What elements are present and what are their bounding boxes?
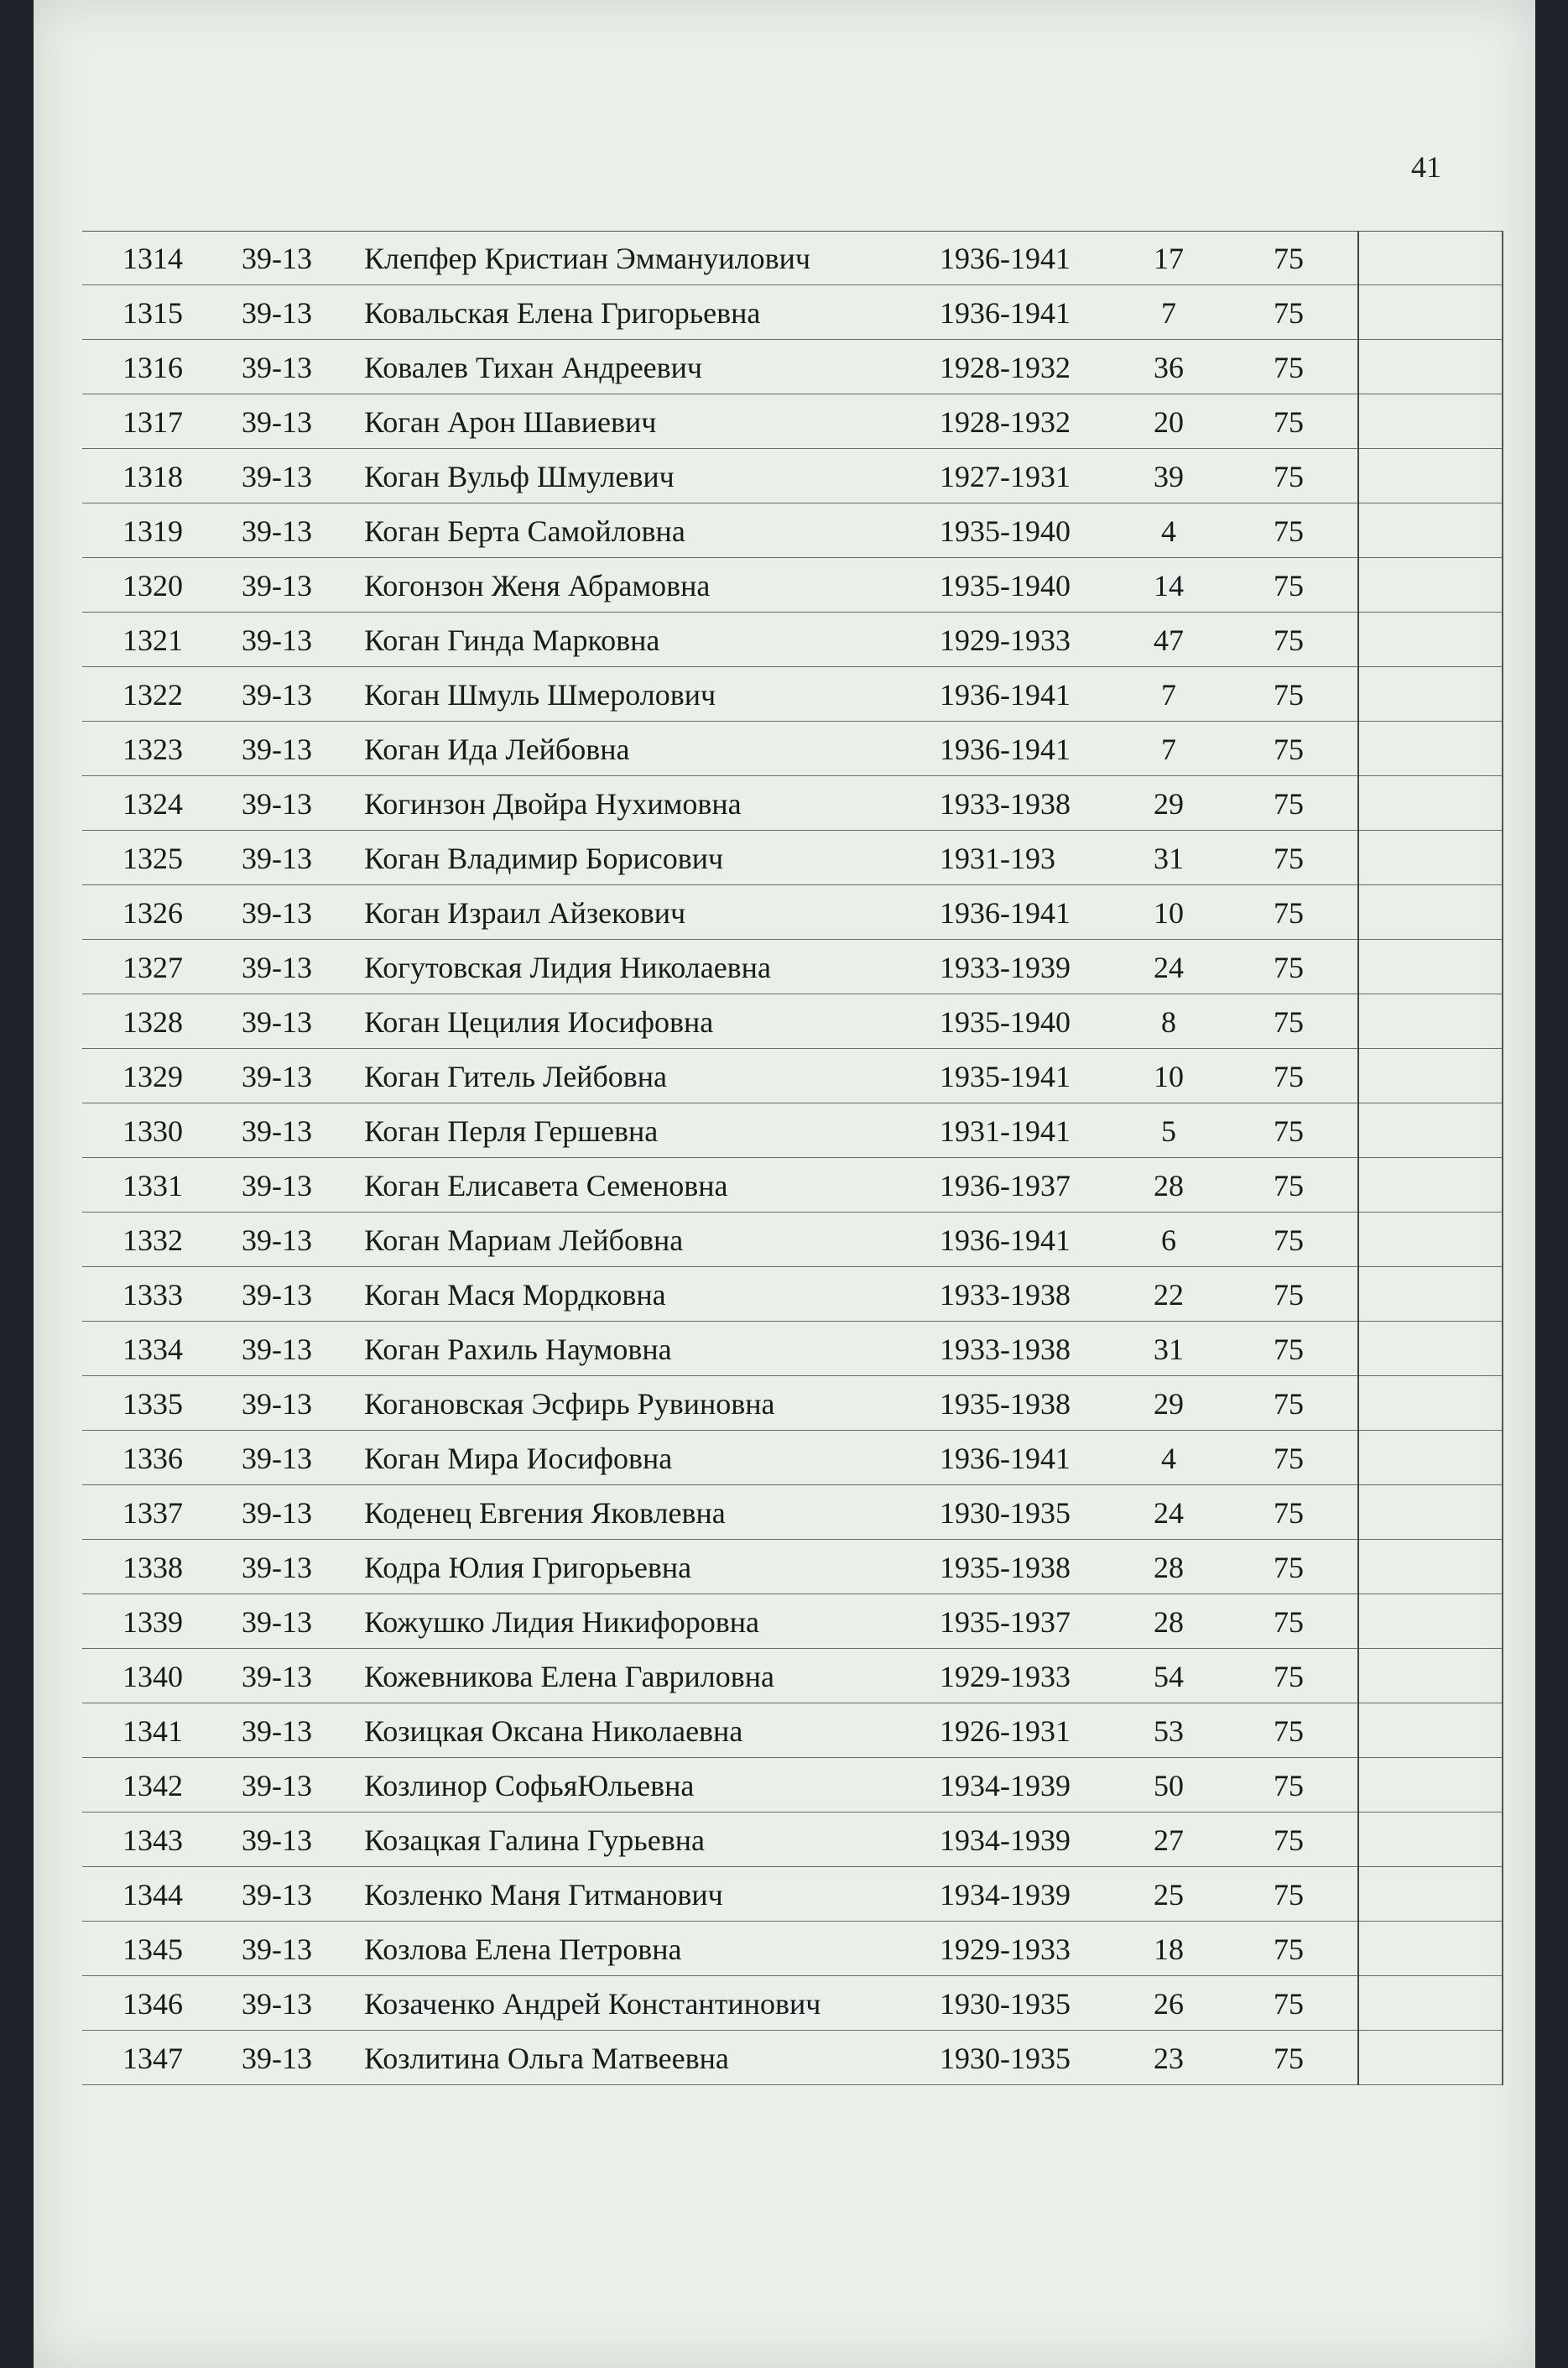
years-range: 1930-1935: [940, 1496, 1071, 1530]
retention-term: 75: [1274, 1823, 1304, 1857]
case-code: 39-13: [242, 1223, 312, 1257]
years-range: 1931-193: [940, 842, 1055, 875]
case-code: 39-13: [242, 1987, 312, 2021]
row-number: 1317: [122, 405, 183, 439]
table-row: [82, 1049, 1502, 1103]
years-range: 1935-1937: [940, 1605, 1071, 1639]
table-row: [82, 1813, 1502, 1867]
person-name: Коган Мариам Лейбовна: [364, 1223, 684, 1257]
case-code: 39-13: [242, 1660, 312, 1693]
retention-term: 75: [1274, 242, 1304, 275]
person-name: Козлинор СофьяЮльевна: [364, 1769, 695, 1802]
years-range: 1935-1938: [940, 1551, 1071, 1584]
case-code: 39-13: [242, 1114, 312, 1148]
row-number: 1330: [122, 1114, 183, 1148]
right-column-divider: [1357, 231, 1359, 2085]
retention-term: 75: [1274, 1114, 1304, 1148]
retention-term: 75: [1274, 623, 1304, 657]
retention-term: 75: [1274, 678, 1304, 712]
person-name: Козленко Маня Гитманович: [364, 1878, 723, 1912]
retention-term: 75: [1274, 460, 1304, 493]
person-name: Ковальская Елена Григорьевна: [364, 296, 761, 330]
case-code: 39-13: [242, 842, 312, 875]
case-code: 39-13: [242, 1060, 312, 1093]
row-number: 1325: [122, 842, 183, 875]
row-number: 1343: [122, 1823, 183, 1857]
table-row: [82, 1540, 1502, 1594]
table-row: [82, 394, 1502, 449]
years-range: 1930-1935: [940, 1987, 1071, 2021]
years-range: 1936-1937: [940, 1169, 1071, 1202]
table-row: [82, 1649, 1502, 1703]
retention-term: 75: [1274, 1714, 1304, 1748]
case-code: 39-13: [242, 1714, 312, 1748]
table-row: [82, 231, 1502, 285]
sheet-count: 36: [1154, 351, 1184, 384]
sheet-count: 28: [1154, 1605, 1184, 1639]
case-code: 39-13: [242, 1769, 312, 1802]
case-code: 39-13: [242, 623, 312, 657]
person-name: Козлова Елена Петровна: [364, 1932, 682, 1966]
sheet-count: 10: [1154, 896, 1184, 930]
table-row: [82, 1922, 1502, 1976]
years-range: 1935-1941: [940, 1060, 1071, 1093]
person-name: Коган Елисавета Семеновна: [364, 1169, 728, 1202]
table-row: [82, 940, 1502, 994]
page-number: 41: [1411, 150, 1441, 184]
sheet-count: 22: [1154, 1278, 1184, 1312]
table-row: [82, 831, 1502, 885]
case-code: 39-13: [242, 787, 312, 821]
retention-term: 75: [1274, 1987, 1304, 2021]
table-row: [82, 1758, 1502, 1813]
sheet-count: 31: [1154, 1333, 1184, 1366]
years-range: 1935-1940: [940, 1005, 1071, 1039]
retention-term: 75: [1274, 1878, 1304, 1912]
table-row: [82, 613, 1502, 667]
person-name: Когонзон Женя Абрамовна: [364, 569, 711, 602]
years-range: 1936-1941: [940, 896, 1071, 930]
case-code: 39-13: [242, 242, 312, 275]
table-row: [82, 1594, 1502, 1649]
row-number: 1335: [122, 1387, 183, 1421]
row-number: 1326: [122, 896, 183, 930]
person-name: Коган Гинда Марковна: [364, 623, 660, 657]
sheet-count: 4: [1161, 1442, 1176, 1475]
table-row: [82, 1158, 1502, 1213]
retention-term: 75: [1274, 405, 1304, 439]
sheet-count: 5: [1161, 1114, 1176, 1148]
row-number: 1327: [122, 951, 183, 984]
person-name: Козицкая Оксана Николаевна: [364, 1714, 743, 1748]
row-number: 1315: [122, 296, 183, 330]
case-code: 39-13: [242, 1005, 312, 1039]
person-name: Коган Берта Самойловна: [364, 514, 685, 548]
table-row: [82, 558, 1502, 613]
case-code: 39-13: [242, 1878, 312, 1912]
table-row: [82, 2031, 1502, 2085]
years-range: 1933-1938: [940, 1278, 1071, 1312]
row-number: 1319: [122, 514, 183, 548]
retention-term: 75: [1274, 1496, 1304, 1530]
sheet-count: 24: [1154, 1496, 1184, 1530]
retention-term: 75: [1274, 1005, 1304, 1039]
row-number: 1339: [122, 1605, 183, 1639]
table-row: [82, 1322, 1502, 1376]
person-name: Когановская Эсфирь Рувиновна: [364, 1387, 775, 1421]
person-name: Когутовская Лидия Николаевна: [364, 951, 771, 984]
retention-term: 75: [1274, 2042, 1304, 2075]
table-row: [82, 1976, 1502, 2031]
sheet-count: 7: [1161, 733, 1176, 766]
sheet-count: 39: [1154, 460, 1184, 493]
table-row: [82, 1213, 1502, 1267]
years-range: 1934-1939: [940, 1823, 1071, 1857]
register-table: [82, 231, 1503, 2085]
years-range: 1936-1941: [940, 1223, 1071, 1257]
row-number: 1344: [122, 1878, 183, 1912]
person-name: Коган Цецилия Иосифовна: [364, 1005, 714, 1039]
years-range: 1936-1941: [940, 678, 1071, 712]
sheet-count: 47: [1154, 623, 1184, 657]
case-code: 39-13: [242, 1442, 312, 1475]
row-number: 1342: [122, 1769, 183, 1802]
years-range: 1934-1939: [940, 1769, 1071, 1802]
years-range: 1935-1940: [940, 514, 1071, 548]
retention-term: 75: [1274, 1278, 1304, 1312]
table-row: [82, 449, 1502, 503]
row-number: 1320: [122, 569, 183, 602]
table-row: [82, 503, 1502, 558]
row-number: 1328: [122, 1005, 183, 1039]
retention-term: 75: [1274, 1333, 1304, 1366]
case-code: 39-13: [242, 2042, 312, 2075]
years-range: 1926-1931: [940, 1714, 1071, 1748]
sheet-count: 31: [1154, 842, 1184, 875]
sheet-count: 7: [1161, 678, 1176, 712]
person-name: Кодра Юлия Григорьевна: [364, 1551, 692, 1584]
person-name: Коган Арон Шавиевич: [364, 405, 657, 439]
row-number: 1323: [122, 733, 183, 766]
table-row: [82, 1867, 1502, 1922]
retention-term: 75: [1274, 514, 1304, 548]
sheet-count: 18: [1154, 1932, 1184, 1966]
table-row: [82, 1267, 1502, 1322]
table-row: [82, 285, 1502, 340]
row-number: 1314: [122, 242, 183, 275]
row-number: 1345: [122, 1932, 183, 1966]
row-number: 1329: [122, 1060, 183, 1093]
table-row: [82, 1485, 1502, 1540]
retention-term: 75: [1274, 1769, 1304, 1802]
sheet-count: 54: [1154, 1660, 1184, 1693]
person-name: Коденец Евгения Яковлевна: [364, 1496, 726, 1530]
sheet-count: 24: [1154, 951, 1184, 984]
table-row: [82, 994, 1502, 1049]
sheet-count: 20: [1154, 405, 1184, 439]
sheet-count: 27: [1154, 1823, 1184, 1857]
sheet-count: 8: [1161, 1005, 1176, 1039]
retention-term: 75: [1274, 569, 1304, 602]
years-range: 1929-1933: [940, 1660, 1071, 1693]
case-code: 39-13: [242, 1278, 312, 1312]
sheet-count: 14: [1154, 569, 1184, 602]
sheet-count: 53: [1154, 1714, 1184, 1748]
table-row: [82, 1103, 1502, 1158]
years-range: 1934-1939: [940, 1878, 1071, 1912]
years-range: 1935-1938: [940, 1387, 1071, 1421]
retention-term: 75: [1274, 787, 1304, 821]
case-code: 39-13: [242, 1333, 312, 1366]
table-row: [82, 667, 1502, 722]
case-code: 39-13: [242, 1169, 312, 1202]
table-row: [82, 776, 1502, 831]
person-name: Коган Мира Иосифовна: [364, 1442, 673, 1475]
person-name: Клепфер Кристиан Эммануилович: [364, 242, 810, 275]
case-code: 39-13: [242, 1823, 312, 1857]
person-name: Когинзон Двойра Нухимовна: [364, 787, 742, 821]
sheet-count: 23: [1154, 2042, 1184, 2075]
person-name: Кожевникова Елена Гавриловна: [364, 1660, 774, 1693]
person-name: Коган Владимир Борисович: [364, 842, 724, 875]
years-range: 1935-1940: [940, 569, 1071, 602]
table-row: [82, 1376, 1502, 1431]
case-code: 39-13: [242, 678, 312, 712]
retention-term: 75: [1274, 896, 1304, 930]
person-name: Козацкая Галина Гурьевна: [364, 1823, 705, 1857]
sheet-count: 50: [1154, 1769, 1184, 1802]
table-row: [82, 1431, 1502, 1485]
case-code: 39-13: [242, 405, 312, 439]
row-number: 1341: [122, 1714, 183, 1748]
person-name: Кожушко Лидия Никифоровна: [364, 1605, 759, 1639]
case-code: 39-13: [242, 896, 312, 930]
sheet-count: 17: [1154, 242, 1184, 275]
row-number: 1321: [122, 623, 183, 657]
retention-term: 75: [1274, 296, 1304, 330]
person-name: Коган Мася Мордковна: [364, 1278, 666, 1312]
case-code: 39-13: [242, 1932, 312, 1966]
retention-term: 75: [1274, 1387, 1304, 1421]
retention-term: 75: [1274, 1223, 1304, 1257]
table-row: [82, 722, 1502, 776]
table-row: [82, 1703, 1502, 1758]
person-name: Коган Вульф Шмулевич: [364, 460, 675, 493]
row-number: 1346: [122, 1987, 183, 2021]
person-name: Коган Гитель Лейбовна: [364, 1060, 668, 1093]
retention-term: 75: [1274, 1932, 1304, 1966]
person-name: Коган Шмуль Шмеролович: [364, 678, 716, 712]
retention-term: 75: [1274, 1169, 1304, 1202]
years-range: 1928-1932: [940, 405, 1071, 439]
row-number: 1331: [122, 1169, 183, 1202]
row-number: 1334: [122, 1333, 183, 1366]
case-code: 39-13: [242, 351, 312, 384]
years-range: 1936-1941: [940, 733, 1071, 766]
years-range: 1933-1939: [940, 951, 1071, 984]
case-code: 39-13: [242, 460, 312, 493]
person-name: Коган Рахиль Наумовна: [364, 1333, 672, 1366]
case-code: 39-13: [242, 733, 312, 766]
years-range: 1936-1941: [940, 1442, 1071, 1475]
years-range: 1927-1931: [940, 460, 1071, 493]
sheet-count: 28: [1154, 1169, 1184, 1202]
retention-term: 75: [1274, 951, 1304, 984]
years-range: 1936-1941: [940, 242, 1071, 275]
person-name: Коган Ида Лейбовна: [364, 733, 630, 766]
sheet-count: 26: [1154, 1987, 1184, 2021]
sheet-count: 10: [1154, 1060, 1184, 1093]
retention-term: 75: [1274, 1442, 1304, 1475]
retention-term: 75: [1274, 1060, 1304, 1093]
sheet-count: 7: [1161, 296, 1176, 330]
years-range: 1930-1935: [940, 2042, 1071, 2075]
table-row: [82, 340, 1502, 394]
years-range: 1928-1932: [940, 351, 1071, 384]
years-range: 1931-1941: [940, 1114, 1071, 1148]
years-range: 1936-1941: [940, 296, 1071, 330]
row-number: 1333: [122, 1278, 183, 1312]
row-number: 1338: [122, 1551, 183, 1584]
case-code: 39-13: [242, 1605, 312, 1639]
table-row: [82, 885, 1502, 940]
person-name: Ковалев Тихан Андреевич: [364, 351, 703, 384]
years-range: 1929-1933: [940, 623, 1071, 657]
row-number: 1316: [122, 351, 183, 384]
years-range: 1933-1938: [940, 787, 1071, 821]
sheet-count: 29: [1154, 1387, 1184, 1421]
case-code: 39-13: [242, 296, 312, 330]
sheet-count: 25: [1154, 1878, 1184, 1912]
row-number: 1332: [122, 1223, 183, 1257]
sheet-count: 29: [1154, 787, 1184, 821]
retention-term: 75: [1274, 1551, 1304, 1584]
case-code: 39-13: [242, 951, 312, 984]
row-number: 1322: [122, 678, 183, 712]
years-range: 1929-1933: [940, 1932, 1071, 1966]
row-number: 1337: [122, 1496, 183, 1530]
retention-term: 75: [1274, 842, 1304, 875]
retention-term: 75: [1274, 1660, 1304, 1693]
sheet-count: 28: [1154, 1551, 1184, 1584]
row-number: 1318: [122, 460, 183, 493]
row-number: 1347: [122, 2042, 183, 2075]
person-name: Козаченко Андрей Константинович: [364, 1987, 821, 2021]
retention-term: 75: [1274, 733, 1304, 766]
retention-term: 75: [1274, 351, 1304, 384]
retention-term: 75: [1274, 1605, 1304, 1639]
row-number: 1336: [122, 1442, 183, 1475]
row-number: 1340: [122, 1660, 183, 1693]
sheet-count: 6: [1161, 1223, 1176, 1257]
case-code: 39-13: [242, 1387, 312, 1421]
person-name: Коган Перля Гершевна: [364, 1114, 659, 1148]
case-code: 39-13: [242, 1551, 312, 1584]
person-name: Коган Израил Айзекович: [364, 896, 686, 930]
person-name: Козлитина Ольга Матвеевна: [364, 2042, 729, 2075]
row-number: 1324: [122, 787, 183, 821]
case-code: 39-13: [242, 514, 312, 548]
case-code: 39-13: [242, 569, 312, 602]
years-range: 1933-1938: [940, 1333, 1071, 1366]
sheet-count: 4: [1161, 514, 1176, 548]
case-code: 39-13: [242, 1496, 312, 1530]
